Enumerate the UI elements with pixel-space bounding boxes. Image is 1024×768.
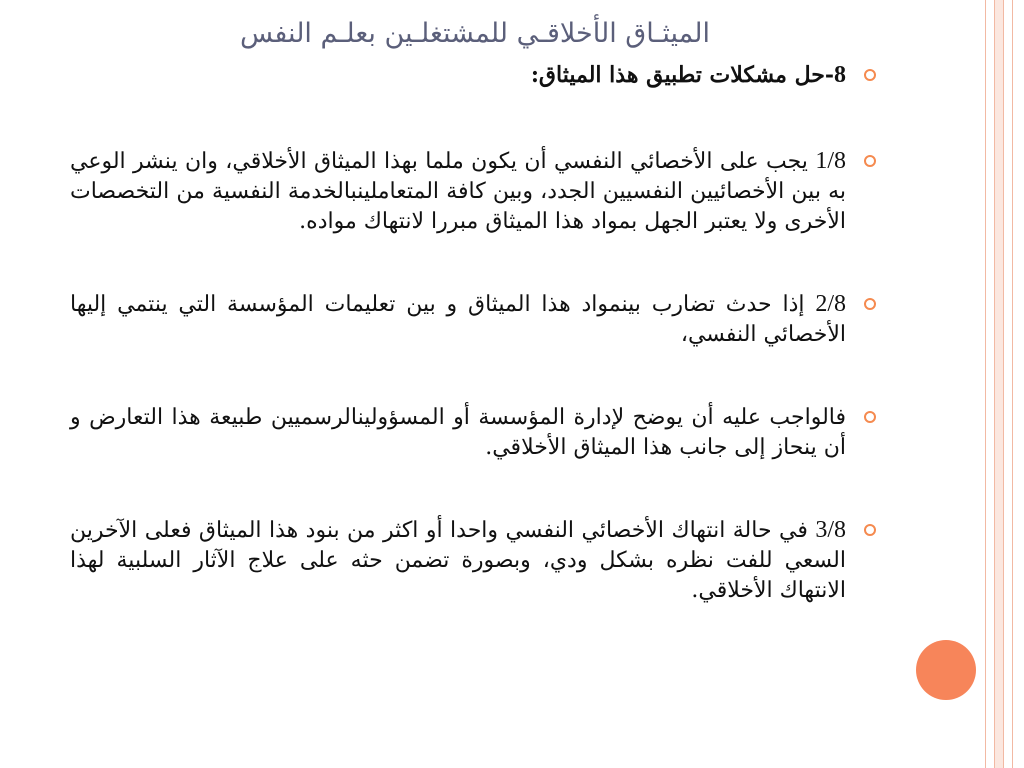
- bullet-icon: [864, 524, 876, 536]
- decorative-line: [985, 0, 986, 768]
- heading-text: -حل مشكلات تطبيق هذا الميثاق:: [530, 62, 834, 88]
- item-text: إذا حدث تضارب بينمواد هذا الميثاق و بين تعليمات المؤسسة التي ينتمي إليها الأخصائي النفسي،: [70, 292, 846, 347]
- item-text: في حالة انتهاك الأخصائي النفسي واحدا أو اكثر من بنود هذا الميثاق فعلى الآخرين السعي للفت نظره بشكل ودي، وبصورة تضمن حثه على علاج الآثار السلبية لهذا الانتهاك الأخلاقي.: [70, 518, 846, 603]
- list-item: [70, 402, 880, 463]
- item-number: 3/8: [815, 517, 846, 543]
- bullet-icon: [864, 298, 876, 310]
- heading-number: 8: [834, 62, 846, 88]
- decorative-line: [1003, 0, 1004, 768]
- item-number: 1/8: [815, 148, 847, 174]
- item-number: 2/8: [815, 291, 846, 317]
- bullet-icon: [864, 411, 876, 423]
- bullet-icon: [864, 155, 876, 167]
- list-item: [70, 289, 880, 350]
- decorative-band: [994, 0, 1003, 768]
- bullet-icon: [864, 69, 876, 81]
- section-heading: [70, 60, 880, 90]
- decorative-line: [994, 0, 995, 768]
- item-text: يجب على الأخصائي النفسي أن يكون ملما بهذا الميثاق الأخلاقي، وان ينشر الوعي به بين الأخصائيين النفسيين الجدد، وبين كافة المتعاملينبالخدمة النفسية من التخصصات الأخرى ولا يعتبر الجهل بمواد هذا الميثاق مبررا لانتهاك مواده.: [70, 149, 847, 234]
- list-item: [70, 515, 880, 606]
- list-item: [70, 146, 880, 237]
- slide-title: الميثـاق الأخلاقـي للمشتغلـين بعلـم النفس: [239, 18, 710, 49]
- item-text: فالواجب عليه أن يوضح لإدارة المؤسسة أو المسؤولينالرسميين طبيعة هذا التعارض و أن ينحاز إلى جانب هذا الميثاق الأخلاقي.: [70, 405, 846, 460]
- decorative-circle: [916, 640, 976, 700]
- decorative-line: [1012, 0, 1013, 768]
- slide-content: [70, 60, 880, 606]
